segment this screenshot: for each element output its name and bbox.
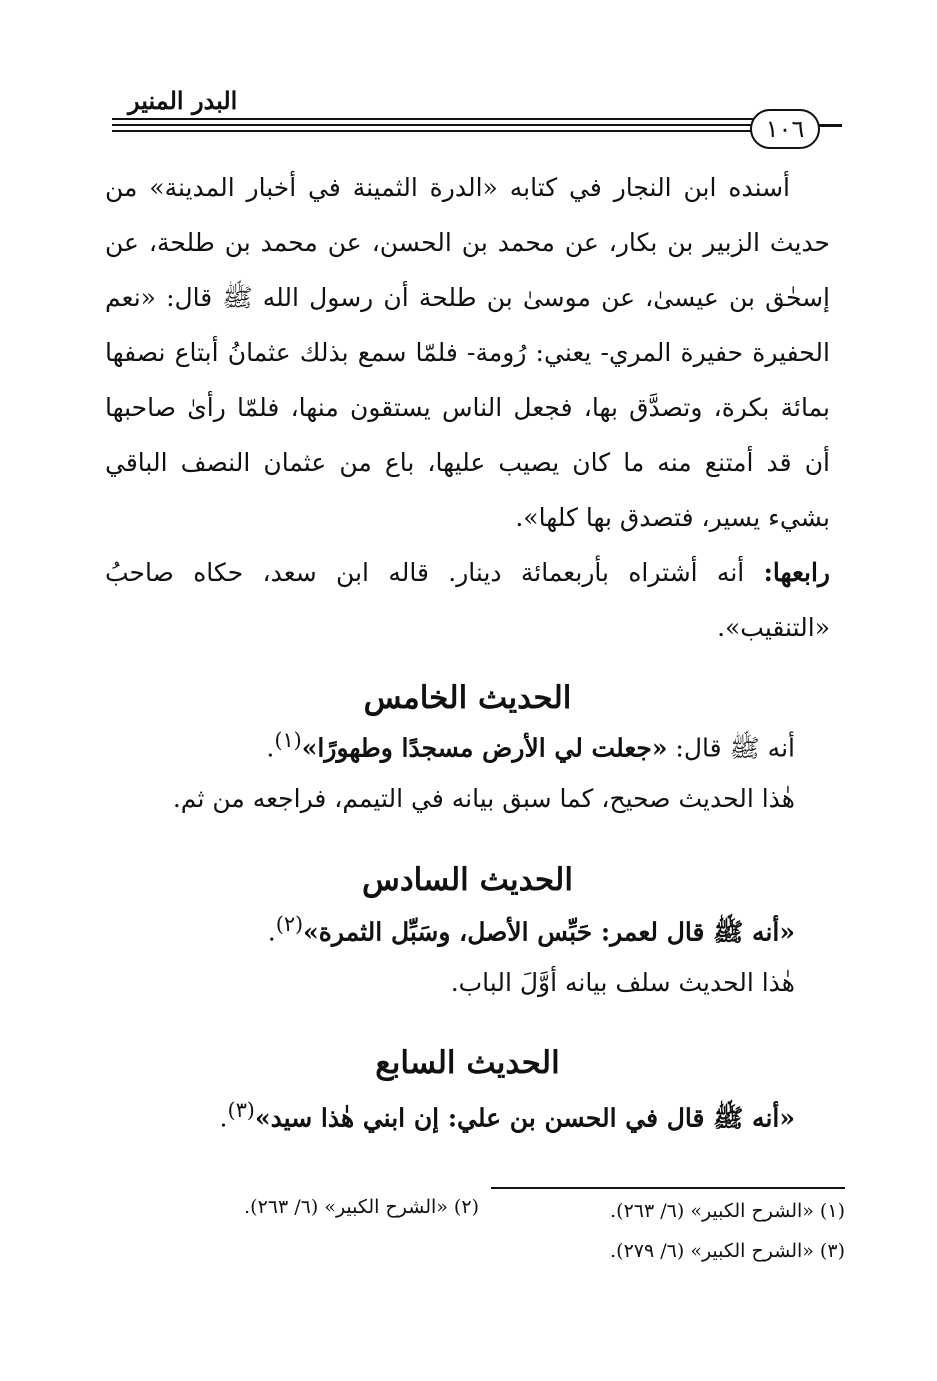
hadith-text: «أنه ﷺ قال في الحسن بن علي: إن ابني هٰذا سيد» [254,1103,795,1133]
footnote-ref: (٢) [275,912,304,936]
footnote: (٢) «الشرح الكبير» (٦/ ٢٦٣). [244,1196,479,1218]
hadith-text: «جعلت لي الأرض مسجدًا وطهورًا» [301,733,668,763]
comment-line: هٰذا الحديث صحيح، كما سبق بيانه في التيمم، فراجعه من ثم. [172,784,795,813]
hadith-end: . [267,917,276,947]
page-number-ornament [818,124,842,127]
comment-line: هٰذا الحديث سلف بيانه أوَّلَ الباب. [450,968,795,997]
header-rule [112,124,802,126]
hadith-line [105,1098,795,1139]
footnote-ref: (٣) [227,1098,255,1122]
section-heading: الحديث السادس [361,862,573,898]
page-number: ١٠٦ [750,109,820,149]
header-rule [112,118,802,120]
hadith-end: . [266,733,275,763]
paragraph-lead: رابعها: [763,558,830,587]
section-heading: الحديث السابع [375,1045,560,1081]
hadith-line [105,912,795,953]
main-text [105,160,830,655]
footnote-ref: (١) [274,728,302,752]
hadith-line [105,728,795,769]
paragraph [105,545,830,655]
running-header-title: البدر المنير [128,86,238,115]
footnote: (١) «الشرح الكبير» (٦/ ٢٦٣). [610,1200,845,1222]
hadith-text: «أنه ﷺ قال لعمر: حَبِّس الأصل، وسَبِّل الثمرة» [303,917,795,947]
paragraph: أسنده ابن النجار في كتابه «الدرة الثمينة في أخبار المدينة» من حديث الزبير بن بكار، عن محمد بن الحسن، عن محمد بن طلحة، عن إسحٰق بن عيسىٰ، عن موسىٰ بن طلحة أن رسول الله ﷺ قال: «نعم الحفيرة حفيرة المري- يعني: رُومة- فلمّا سمع بذلك عثمانُ أبتاع نصفها بمائة بكرة، وتصدَّق بها، فجعل الناس يستقون منها، فلمّا رأىٰ صاحبها أن قد أمتنع منه ما كان يصيب عليها، باع من عثمان النصف الباقي بشيء يسير، فتصدق بها كلها». [105,173,830,532]
header-rule [112,130,802,132]
footnote: (٣) «الشرح الكبير» (٦/ ٢٧٩). [610,1240,845,1262]
footnote-rule [491,1187,845,1189]
hadith-prefix: أنه ﷺ قال: [667,733,795,763]
paragraph-text: أنه أشتراه بأربعمائة دينار. قاله ابن سعد، حكاه صاحبُ «التنقيب». [105,558,830,642]
hadith-end: . [219,1103,228,1133]
section-heading: الحديث الخامس [363,680,572,716]
